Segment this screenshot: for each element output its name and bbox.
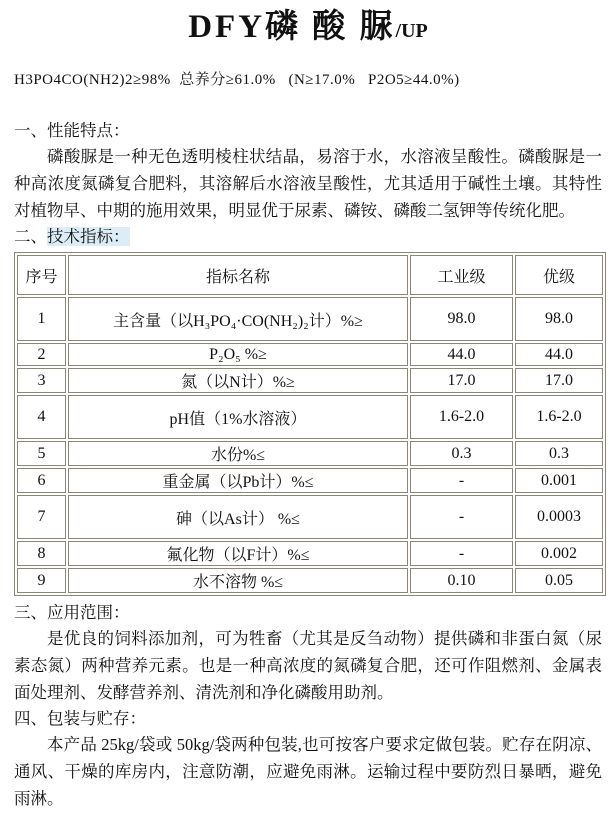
column-header-no: 序号 <box>17 255 66 295</box>
section-heading-technical-highlight: 技术指标： <box>47 227 130 246</box>
indicator-name-cell: 氮（以N计）%≥ <box>68 368 408 393</box>
premium-grade-value-cell: 0.0003 <box>515 495 603 539</box>
row-number-cell: 8 <box>17 541 66 566</box>
spec-table-row <box>17 441 603 466</box>
row-number-cell: 2 <box>17 343 66 366</box>
indicator-name-cell: 水不溶物 %≤ <box>68 568 408 593</box>
spec-table-row <box>17 368 603 393</box>
premium-grade-value-cell: 1.6-2.0 <box>515 395 603 439</box>
page-title <box>14 6 602 52</box>
industrial-grade-value-cell: 0.3 <box>410 441 513 466</box>
section-heading-application: 三、应用范围： <box>14 603 130 622</box>
row-number-cell: 4 <box>17 395 66 439</box>
section-heading-packaging: 四、包装与贮存： <box>14 709 146 728</box>
indicator-name-cell: 砷（以As计） %≤ <box>68 495 408 539</box>
column-header-premium-grade: 优级 <box>515 255 603 295</box>
indicator-name-cell: pH值（1%水溶液） <box>68 395 408 439</box>
indicator-name-cell: 水份%≤ <box>68 441 408 466</box>
row-number-cell: 6 <box>17 468 66 493</box>
industrial-grade-value-cell: 1.6-2.0 <box>410 395 513 439</box>
section-body-application: 是优良的饲料添加剂，可为牲畜（尤其是反刍动物）提供磷和非蛋白氮（尿素态氮）两种营养元素。也是一种高浓度的氮磷复合肥，还可作阻燃剂、金属表面处理剂、发酵营养剂、清洗剂和净化磷酸用助剂。 <box>14 629 602 702</box>
spec-table-row <box>17 541 603 566</box>
industrial-grade-value-cell: - <box>410 468 513 493</box>
indicator-name-cell: 重金属（以Pb计）%≤ <box>68 468 408 493</box>
page-title-main: DFY磷 酸 脲 <box>188 9 396 45</box>
premium-grade-value-cell: 0.05 <box>515 568 603 593</box>
industrial-grade-value-cell: - <box>410 495 513 539</box>
indicator-name-cell: P₂O₅ %≥ <box>68 343 408 366</box>
row-number-cell: 1 <box>17 297 66 341</box>
row-number-cell: 5 <box>17 441 66 466</box>
table-header-row <box>17 255 603 295</box>
industrial-grade-value-cell: 17.0 <box>410 368 513 393</box>
industrial-grade-value-cell: - <box>410 541 513 566</box>
section-heading-performance: 一、性能特点： <box>14 121 130 140</box>
section-heading-technical-prefix: 二、 <box>14 227 47 246</box>
premium-grade-value-cell: 17.0 <box>515 368 603 393</box>
premium-grade-value-cell: 0.002 <box>515 541 603 566</box>
spec-table-row <box>17 395 603 439</box>
premium-grade-value-cell: 0.3 <box>515 441 603 466</box>
page-title-suffix: /UP <box>395 20 428 42</box>
premium-grade-value-cell: 0.001 <box>515 468 603 493</box>
premium-grade-value-cell: 98.0 <box>515 297 603 341</box>
section-body-performance: 磷酸脲是一种无色透明棱柱状结晶，易溶于水，水溶液呈酸性。磷酸脲是一种高浓度氮磷复合肥料，其溶解后水溶液呈酸性，尤其适用于碱性土壤。其特性对植物早、中期的施用效果，明显优于尿素、磷铵、磷酸二氢钾等传统化肥。 <box>14 147 602 220</box>
spec-table-row <box>17 297 603 341</box>
row-number-cell: 7 <box>17 495 66 539</box>
technical-specs-table <box>14 252 606 596</box>
section-heading-technical <box>14 225 602 249</box>
spec-table-row <box>17 495 603 539</box>
spec-table-row <box>17 343 603 366</box>
spec-table-row <box>17 568 603 593</box>
indicator-name-cell: 主含量（以H₃PO₄·CO(NH₂)₂计）%≥ <box>68 297 408 341</box>
spec-table-row <box>17 468 603 493</box>
column-header-industrial-grade: 工业级 <box>410 255 513 295</box>
industrial-grade-value-cell: 98.0 <box>410 297 513 341</box>
indicator-name-cell: 氟化物（以F计）%≤ <box>68 541 408 566</box>
row-number-cell: 3 <box>17 368 66 393</box>
industrial-grade-value-cell: 44.0 <box>410 343 513 366</box>
industrial-grade-value-cell: 0.10 <box>410 568 513 593</box>
premium-grade-value-cell: 44.0 <box>515 343 603 366</box>
row-number-cell: 9 <box>17 568 66 593</box>
section-body-packaging: 本产品 25kg/袋或 50kg/袋两种包装,也可按客户要求定做包装。贮存在阴凉、通风、干燥的库房内，注意防潮，应避免雨淋。运输过程中要防烈日暴晒，避免雨淋。 <box>14 735 602 808</box>
column-header-indicator-name: 指标名称 <box>68 255 408 295</box>
chemical-formula-line: H3PO4CO(NH2)2≥98% 总养分≥61.0% (N≥17.0% P2O5≥44.0%) <box>14 72 460 88</box>
